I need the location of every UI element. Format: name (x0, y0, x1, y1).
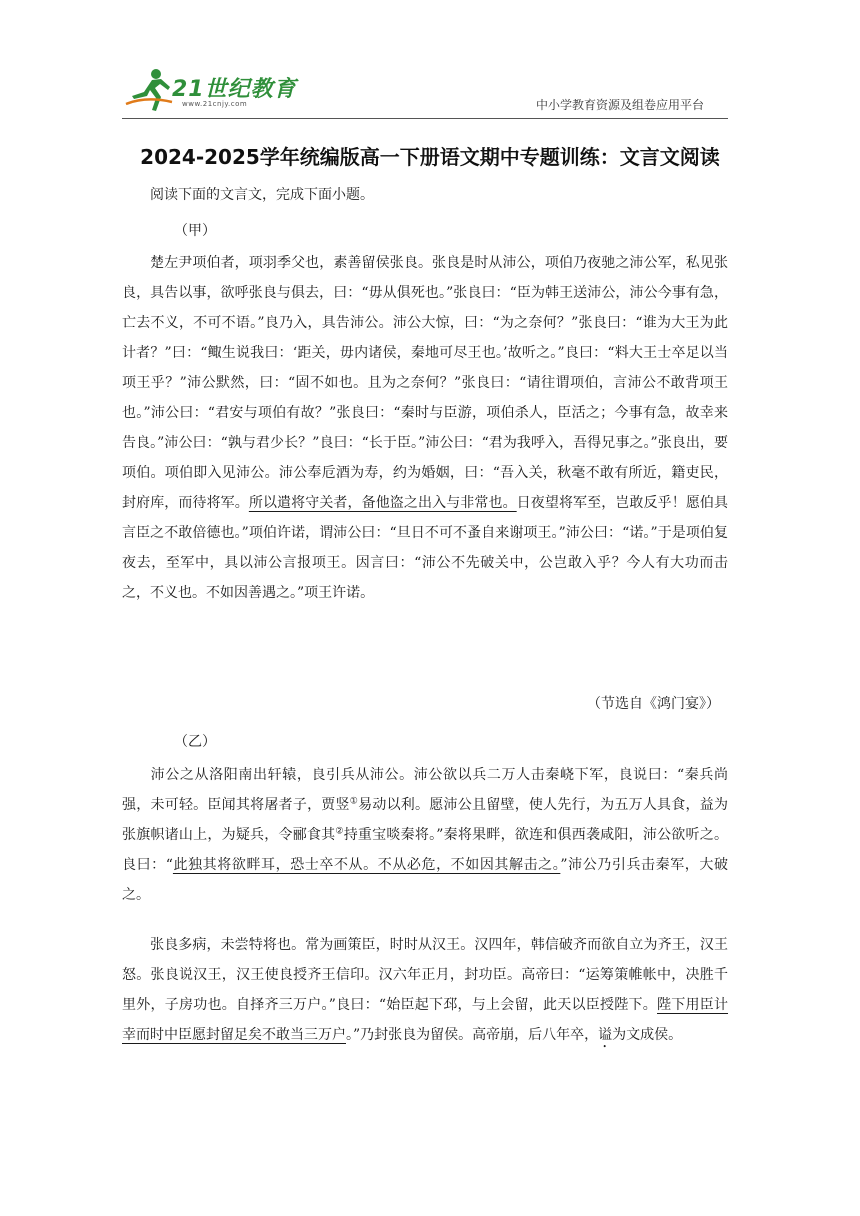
passage-yi-text-1: 沛公之从洛阳南出轩辕，良引兵从沛公。沛公欲以兵二万人击秦峣下军，良说曰：“秦兵尚强，未可轻。臣闻其将屠者子，贾竖 (122, 767, 728, 813)
passage-yi-text-4: ”沛公乃引兵击秦军，大破之。 (122, 857, 728, 903)
footnote-marker-1: ① (349, 796, 359, 807)
logo-url: www.21cnjy.com (182, 100, 248, 108)
section-label-jia: （甲） (174, 223, 216, 239)
passage-yi-2 (122, 930, 728, 1051)
logo (122, 66, 322, 116)
runner-logo-icon (122, 66, 178, 112)
passage-jia-text-1: 楚左尹项伯者，项羽季父也，素善留侯张良。张良是时从沛公，项伯乃夜驰之沛公军，私见张良，具告以事，欲呼张良与俱去，曰：“毋从俱死也。”张良曰：“臣为韩王送沛公，沛公今事有急，亡去不义，不可不语。”良乃入，具告沛公。沛公大惊，曰：“为之奈何？”张良曰：“谁为大王为此计者？”曰：“鲰生说我曰：‘距关，毋内诸侯，秦地可尽王也。’故听之。”良曰：“料大王士卒足以当项王乎？”沛公默然，曰：“固不如也。且为之奈何？”张良曰：“请往谓项伯，言沛公不敢背项王也。”沛公曰：“君安与项伯有故？”张良曰：“秦时与臣游，项伯杀人，臣活之；今事有急，故幸来告良。”沛公曰：“孰与君少长？”良曰：“长于臣。”沛公曰：“君为我呼入，吾得兄事之。”张良出，要项伯。项伯即入见沛公。沛公奉卮酒为寿，约为婚姻，曰：“吾入关，秋毫不敢有所近，籍吏民，封府库，而待将军。 (122, 255, 728, 511)
passage-yi-text-2: 易动以利。愿沛公且留壁，使人先行，为五万人具食，益为张旗帜诸山上，为疑兵，令郦食其 (122, 797, 728, 843)
section-label-yi: （乙） (174, 734, 216, 750)
underlined-sentence-yi-2: 陛下用臣计幸而时中臣愿封留足矣不敢当三万户 (122, 997, 729, 1043)
document-title: 2024-2025学年统编版高一下册语文期中专题训练：文言文阅读 (140, 145, 720, 169)
passage-yi-text-3: 持重宝啖秦将。”秦将果畔，欲连和俱西袭咸阳，沛公欲听之。良曰：“ (122, 827, 728, 873)
footnote-marker-2: ② (335, 826, 344, 837)
passage-yi-text-5: 张良多病，未尝特将也。常为画策臣，时时从汉王。汉四年，韩信破齐而欲自立为齐王，汉王怒。张良说汉王，汉王使良授齐王信印。汉六年正月，封功臣。高帝曰：“运筹策帷帐中，决胜千里外，子房功也。自择齐三万户。”良曰：“始臣起下邳，与上会留，此天以臣授陛下。 (122, 937, 728, 1013)
passage-yi-text-6: 。”乃封张良为留侯。高帝崩，后八年卒， (346, 1027, 599, 1043)
passage-yi-1 (122, 760, 728, 910)
instruction (122, 180, 728, 210)
instruction-text: 阅读下面的文言文，完成下面小题。 (150, 187, 374, 203)
underlined-sentence-yi: 此独其将欲畔耳，恐士卒不从。不从必危，不如因其解击之。 (172, 857, 561, 873)
passage-jia (122, 248, 728, 608)
logo-text: 21世纪教育 (172, 77, 297, 102)
passage-yi-text-7: 为文成侯。 (612, 1027, 683, 1043)
platform-tagline: 中小学教育资源及组卷应用平台 (536, 98, 705, 112)
header-divider (122, 118, 728, 119)
underlined-sentence-jia: 所以遣将守关者，备他盗之出入与非常也。 (248, 495, 517, 511)
page-header (0, 0, 860, 125)
passage-jia-text-2: 日夜望将军至，岂敢反乎！愿伯具言臣之不敢倍德也。”项伯许诺，谓沛公曰：“旦日不可不蚤自来谢项王。”沛公曰：“诺。”于是项伯复夜去，至军中，具以沛公言报项王。因言曰：“沛公不先破关中，公岂敢入乎？今人有大功而击之，不义也。不如因善遇之。”项王许诺。 (122, 495, 729, 601)
dotted-character: 谥 (598, 1027, 613, 1043)
source-citation: （节选自《鸿门宴》） (587, 696, 720, 712)
